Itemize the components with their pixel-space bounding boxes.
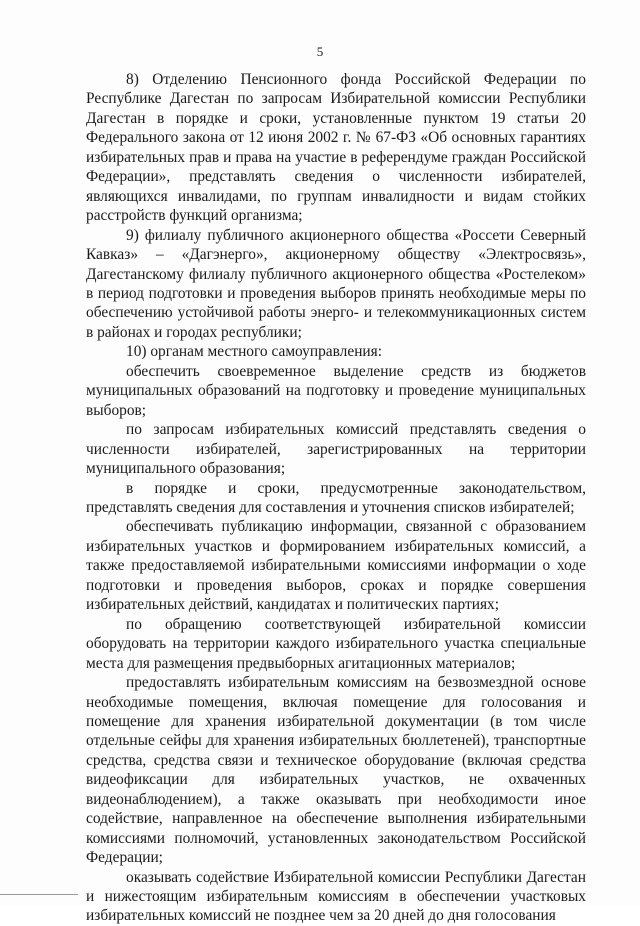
paragraph-voter-lists: в порядке и сроки, предусмотренные законодательством, представлять сведения для составления и уточнения списков избирателей; [86, 479, 586, 516]
paragraph-campaign-places: по обращению соответствующей избирательной комиссии оборудовать на территории каждого избирательного участка специальные места для размещения предвыборных агитационных материалов; [86, 615, 586, 672]
paragraph-item-10: 10) органам местного самоуправления: [126, 343, 383, 361]
paragraph-premises: предоставлять избирательным комиссиям на безвозмездной основе необходимые помещения, включая помещение для голосования и помещение для хранения избирательной документации (в том числе отдельные сейфы для хранения избирательных бюллетеней), транспортные средства, средства связи и техническое оборудование (включая средства видеофиксации для избирательных участков, не охваченных видеонаблюдением), а также оказывать при необходимости иное содействие, направленное на обеспечение выполнения избирательными комиссиями полномочий, установленных законодательством Российской Федерации; [86, 674, 586, 867]
paragraph-item-8: 8) Отделению Пенсионного фонда Российской Федерации по Республике Дагестан по запросам Избирательной комиссии Республики Дагестан в порядке и сроки, установленные пунктом 19 статьи 20 Федерального закона от 12 июня 2002 г. № 67-ФЗ «Об основных гарантиях избирательных прав и права на участие в референдуме граждан Российской Федерации», представлять сведения о численности избирателей, являющихся инвалидами, по группам инвалидности и видам стойких расстройств функций организма; [86, 71, 586, 225]
paragraph-budget-funds: обеспечить своевременное выделение средств из бюджетов муниципальных образований на подготовку и проведение муниципальных выборов; [86, 362, 586, 419]
paragraph-voter-counts: по запросам избирательных комиссий представлять сведения о численности избирателей, зарегистрированных на территории муниципального образования; [86, 421, 586, 478]
paragraph-assistance: оказывать содействие Избирательной комиссии Республики Дагестан и нижестоящим избирательным комиссиям в обеспечении участковых избирательных комиссий не позднее чем за 20 дней до дня голосования [86, 868, 586, 925]
page-number: 5 [316, 44, 324, 59]
footer-divider [0, 894, 78, 895]
paragraph-publication: обеспечивать публикацию информации, связанной с образованием избирательных участков и формированием избирательных комиссий, а также предоставляемой избирательными комиссиями информации о ходе подготовки и проведения выборов, сроках и порядке совершения избирательных действий, кандидатах и политических партиях; [86, 518, 586, 614]
document-body [86, 70, 586, 926]
paragraph-item-9: 9) филиалу публичного акционерного общества «Россети Северный Кавказ» – «Дагэнерго», акционерному обществу «Электросвязь», Дагестанскому филиалу публичного акционерного общества «Ростелеком» в период подготовки и проведения выборов принять необходимые меры по обеспечению устойчивой работы энерго- и телекоммуникационных систем в районах и городах республики; [86, 226, 586, 341]
